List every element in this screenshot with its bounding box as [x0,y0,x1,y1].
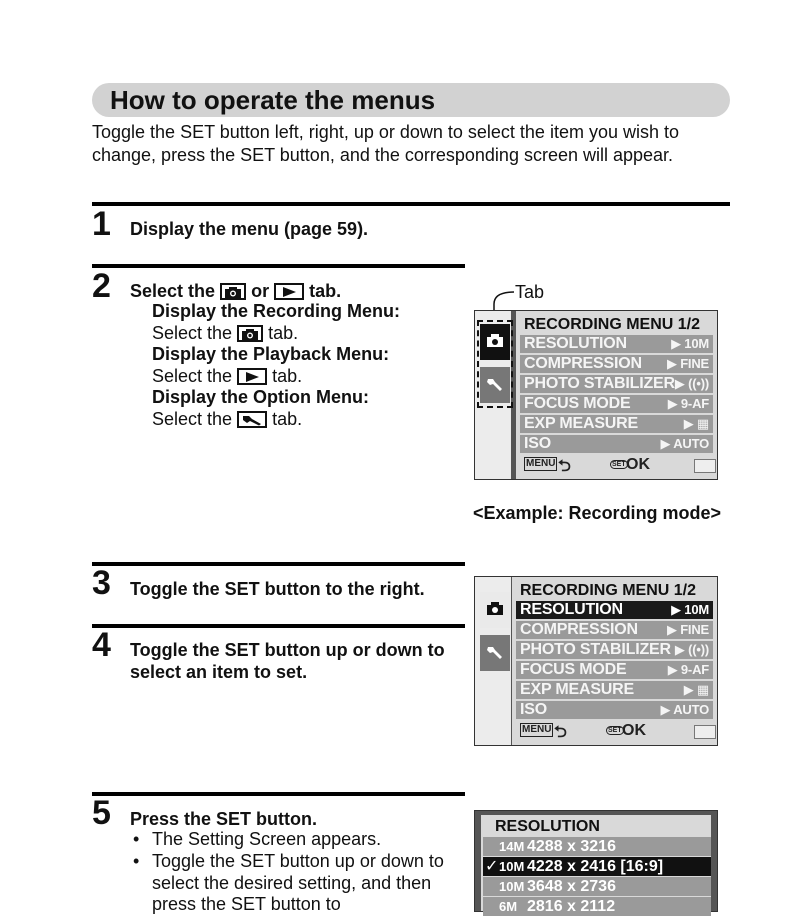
menu-panel [516,311,717,479]
camera-icon [486,602,504,616]
check-icon: ✓ [485,858,499,875]
bullet-marker: • [133,829,140,849]
camera-tab-icon [220,283,246,300]
set-icon: SET [612,461,626,468]
option-tab[interactable] [480,635,510,671]
tab-callout-label: Tab [515,282,545,302]
tab-highlight-dashed [477,320,513,408]
resolution-screen [474,810,718,915]
page-title: How to operate the menus [110,85,436,115]
step-number: 5 [92,794,111,832]
step-number: 4 [92,626,111,664]
battery-icon [694,725,716,739]
step-number: 1 [92,205,111,243]
step-title: Select the or tab. [130,281,342,301]
camera-tab-icon [237,325,263,342]
playback-tab-icon [237,368,267,385]
divider [92,264,465,268]
recording-tab[interactable] [480,592,510,628]
recording-menu-screen [474,310,718,480]
menu-item[interactable]: FOCUS MODE ▶ 9-AF [516,661,713,679]
menu-panel [512,577,717,745]
bullet-text: The Setting Screen appears. [152,829,382,849]
menu-item[interactable]: PHOTO STABILIZER ▶ ((•)) [520,375,713,393]
resolution-option[interactable]: 6M 2816 x 2112 [483,897,711,916]
menu-title: RECORDING MENU 1/2 [520,582,697,599]
divider [92,792,465,796]
ok-label: OK [622,722,646,739]
step-title: Display the menu (page 59). [130,219,369,239]
step-title: Press the SET button. [130,809,318,829]
divider [92,202,730,206]
wrench-icon [486,645,504,661]
menu-item[interactable]: EXP MEASURE ▶ ▦ [516,681,713,699]
playback-tab-icon [274,283,304,300]
battery-icon [694,459,716,473]
resolution-option[interactable]: 10M 3648 x 2736 [483,877,711,896]
step-title: Toggle the SET button up or down to select an item to set. [130,640,445,682]
menu-title: RECORDING MENU 1/2 [524,316,701,333]
step-title: Toggle the SET button to the right. [130,579,425,599]
recording-menu-screen-selected [474,576,718,746]
step-number: 3 [92,564,111,602]
resolution-option[interactable]: 14M 4288 x 3216 [483,837,711,856]
ok-label: OK [626,456,650,473]
wrench-tab-icon [237,411,267,428]
menu-item[interactable]: ISO ▶ AUTO [520,435,713,453]
menu-footer: MENU ⮌ SET OK [520,455,713,477]
step-2-details: Display the Recording Menu: Select the tab. Display the Playback Menu: Select the tab. Display the Option Menu: Select the tab. [152,301,401,429]
menu-item[interactable]: FOCUS MODE ▶ 9-AF [520,395,713,413]
divider [92,562,465,566]
menu-item[interactable]: COMPRESSION ▶ FINE [516,621,713,639]
menu-footer: MENU ⮌ SET OK [516,721,713,743]
menu-item-selected[interactable]: RESOLUTION ▶ 10M [516,601,713,619]
step-number: 2 [92,267,111,305]
menu-back-icon: MENU [526,458,556,469]
menu-item[interactable]: RESOLUTION ▶ 10M [520,335,713,353]
set-icon: SET [608,727,622,734]
menu-item[interactable]: COMPRESSION ▶ FINE [520,355,713,373]
figure-caption: <Example: Recording mode> [473,503,722,523]
menu-item[interactable]: PHOTO STABILIZER ▶ ((•)) [516,641,713,659]
bullet-marker: • [133,851,140,871]
resolution-option-selected[interactable]: ✓ 10M 4228 x 2416 [16:9] [483,857,711,876]
intro-text: Toggle the SET button left, right, up or down to select the item you wish to change, press the SET button, and the corresponding screen will appear. [92,122,679,165]
menu-item[interactable]: EXP MEASURE ▶ ▦ [520,415,713,433]
menu-item[interactable]: ISO ▶ AUTO [516,701,713,719]
resolution-title: RESOLUTION [495,818,600,835]
divider [92,624,465,628]
bullet-text: Toggle the SET button up or down to select the desired setting, and then press the SET button to [152,851,444,914]
menu-back-icon: MENU [522,724,552,735]
